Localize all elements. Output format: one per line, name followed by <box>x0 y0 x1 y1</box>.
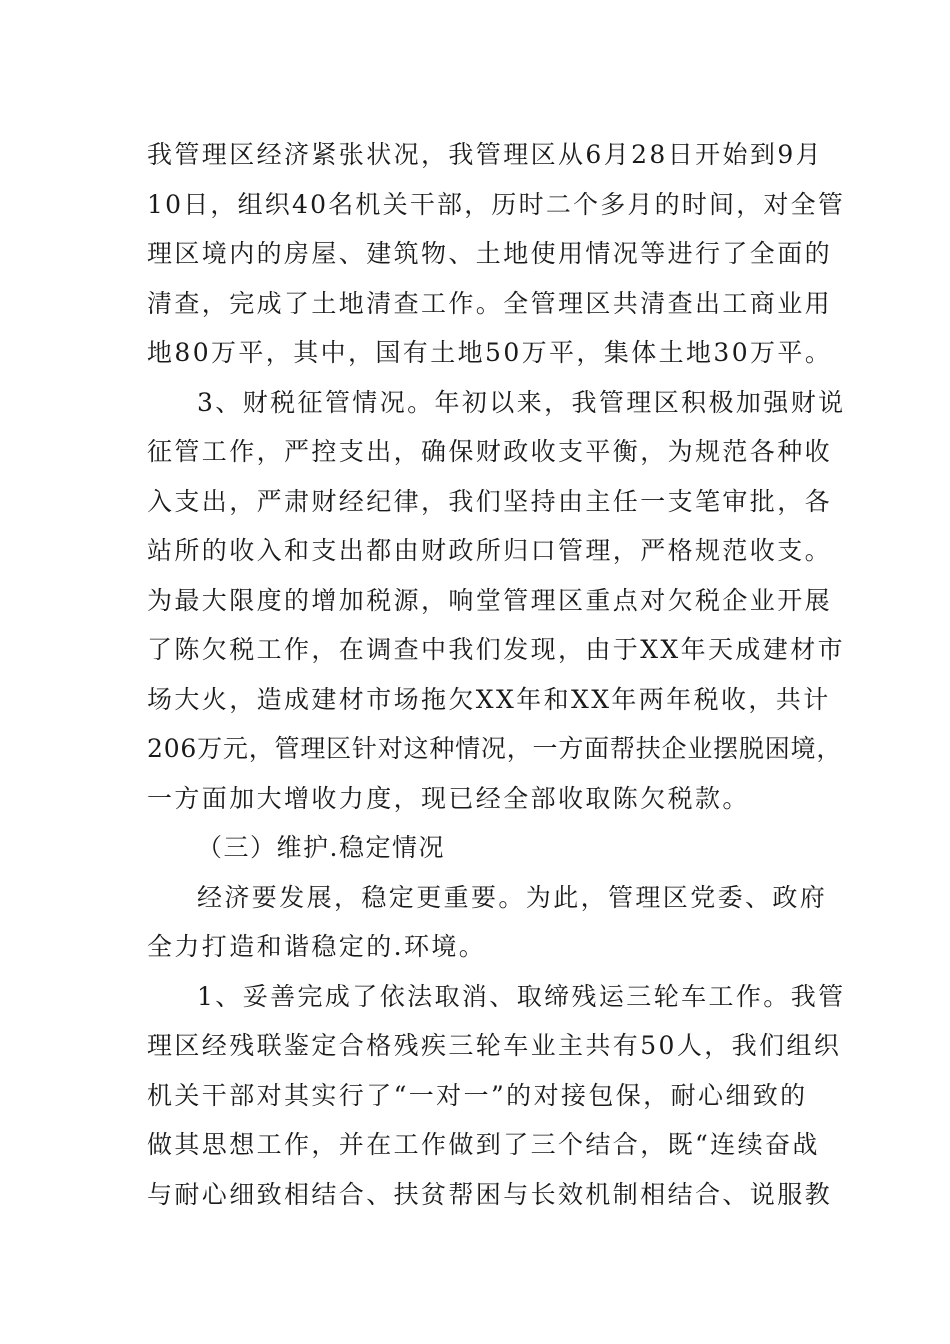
text-line-21: 做其思想工作，并在工作做到了三个结合，既“连续奋战 <box>147 1130 820 1159</box>
text-line-3: 理区境内的房屋、建筑物、土地使用情况等进行了全面的 <box>147 239 833 268</box>
section-heading: （三）维护.稳定情况 <box>197 833 445 862</box>
text-line-17: 全力打造和谐稳定的.环境。 <box>147 932 487 961</box>
text-line-2: 10日，组织40名机关干部，历时二个多月的时间，对全管 <box>147 189 846 219</box>
text-line-9: 站所的收入和支出都由财政所归口管理，严格规范收支。 <box>147 536 833 565</box>
text-line-11: 了陈欠税工作，在调查中我们发现，由于XX年天成建材市 <box>147 635 845 664</box>
text-line-19: 理区经残联鉴定合格残疾三轮车业主共有50人，我们组织 <box>147 1031 842 1060</box>
text-line-6: 3、财税征管情况。年初以来，我管理区积极加强财说 <box>197 387 846 417</box>
text-line-10: 为最大限度的增加税源，响堂管理区重点对欠税企业开展 <box>147 585 833 615</box>
document-body <box>147 130 846 1219</box>
text-line-14: 一方面加大增收力度，现已经全部收取陈欠税款。 <box>147 783 750 813</box>
text-line-16: 经济要发展，稳定更重要。为此，管理区党委、政府 <box>197 882 828 912</box>
text-line-8: 入支出，严肃财经纪律，我们坚持由主任一支笔审批，各 <box>147 486 833 516</box>
text-line-22: 与耐心细致相结合、扶贫帮困与长效机制相结合、说服教 <box>147 1179 833 1209</box>
text-line-7: 征管工作，严控支出，确保财政收支平衡，为规范各种收 <box>147 437 833 466</box>
text-line-18: 1、妥善完成了依法取消、取缔残运三轮车工作。我管 <box>197 981 846 1011</box>
text-line-20: 机关干部对其实行了“一对一”的对接包保，耐心细致的 <box>147 1080 808 1110</box>
text-line-13: 206万元，管理区针对这种情况，一方面帮扶企业摆脱困境， <box>147 734 843 763</box>
text-line-5: 地80万平，其中，国有土地50万平，集体土地30万平。 <box>147 338 833 367</box>
text-line-1: 我管理区经济紧张状况，我管理区从6月28日开始到9月 <box>147 140 824 169</box>
text-line-12: 场大火，造成建材市场拖欠XX年和XX年两年税收，共计 <box>147 684 831 714</box>
text-line-4: 清查，完成了土地清查工作。全管理区共清查出工商业用 <box>147 288 833 318</box>
